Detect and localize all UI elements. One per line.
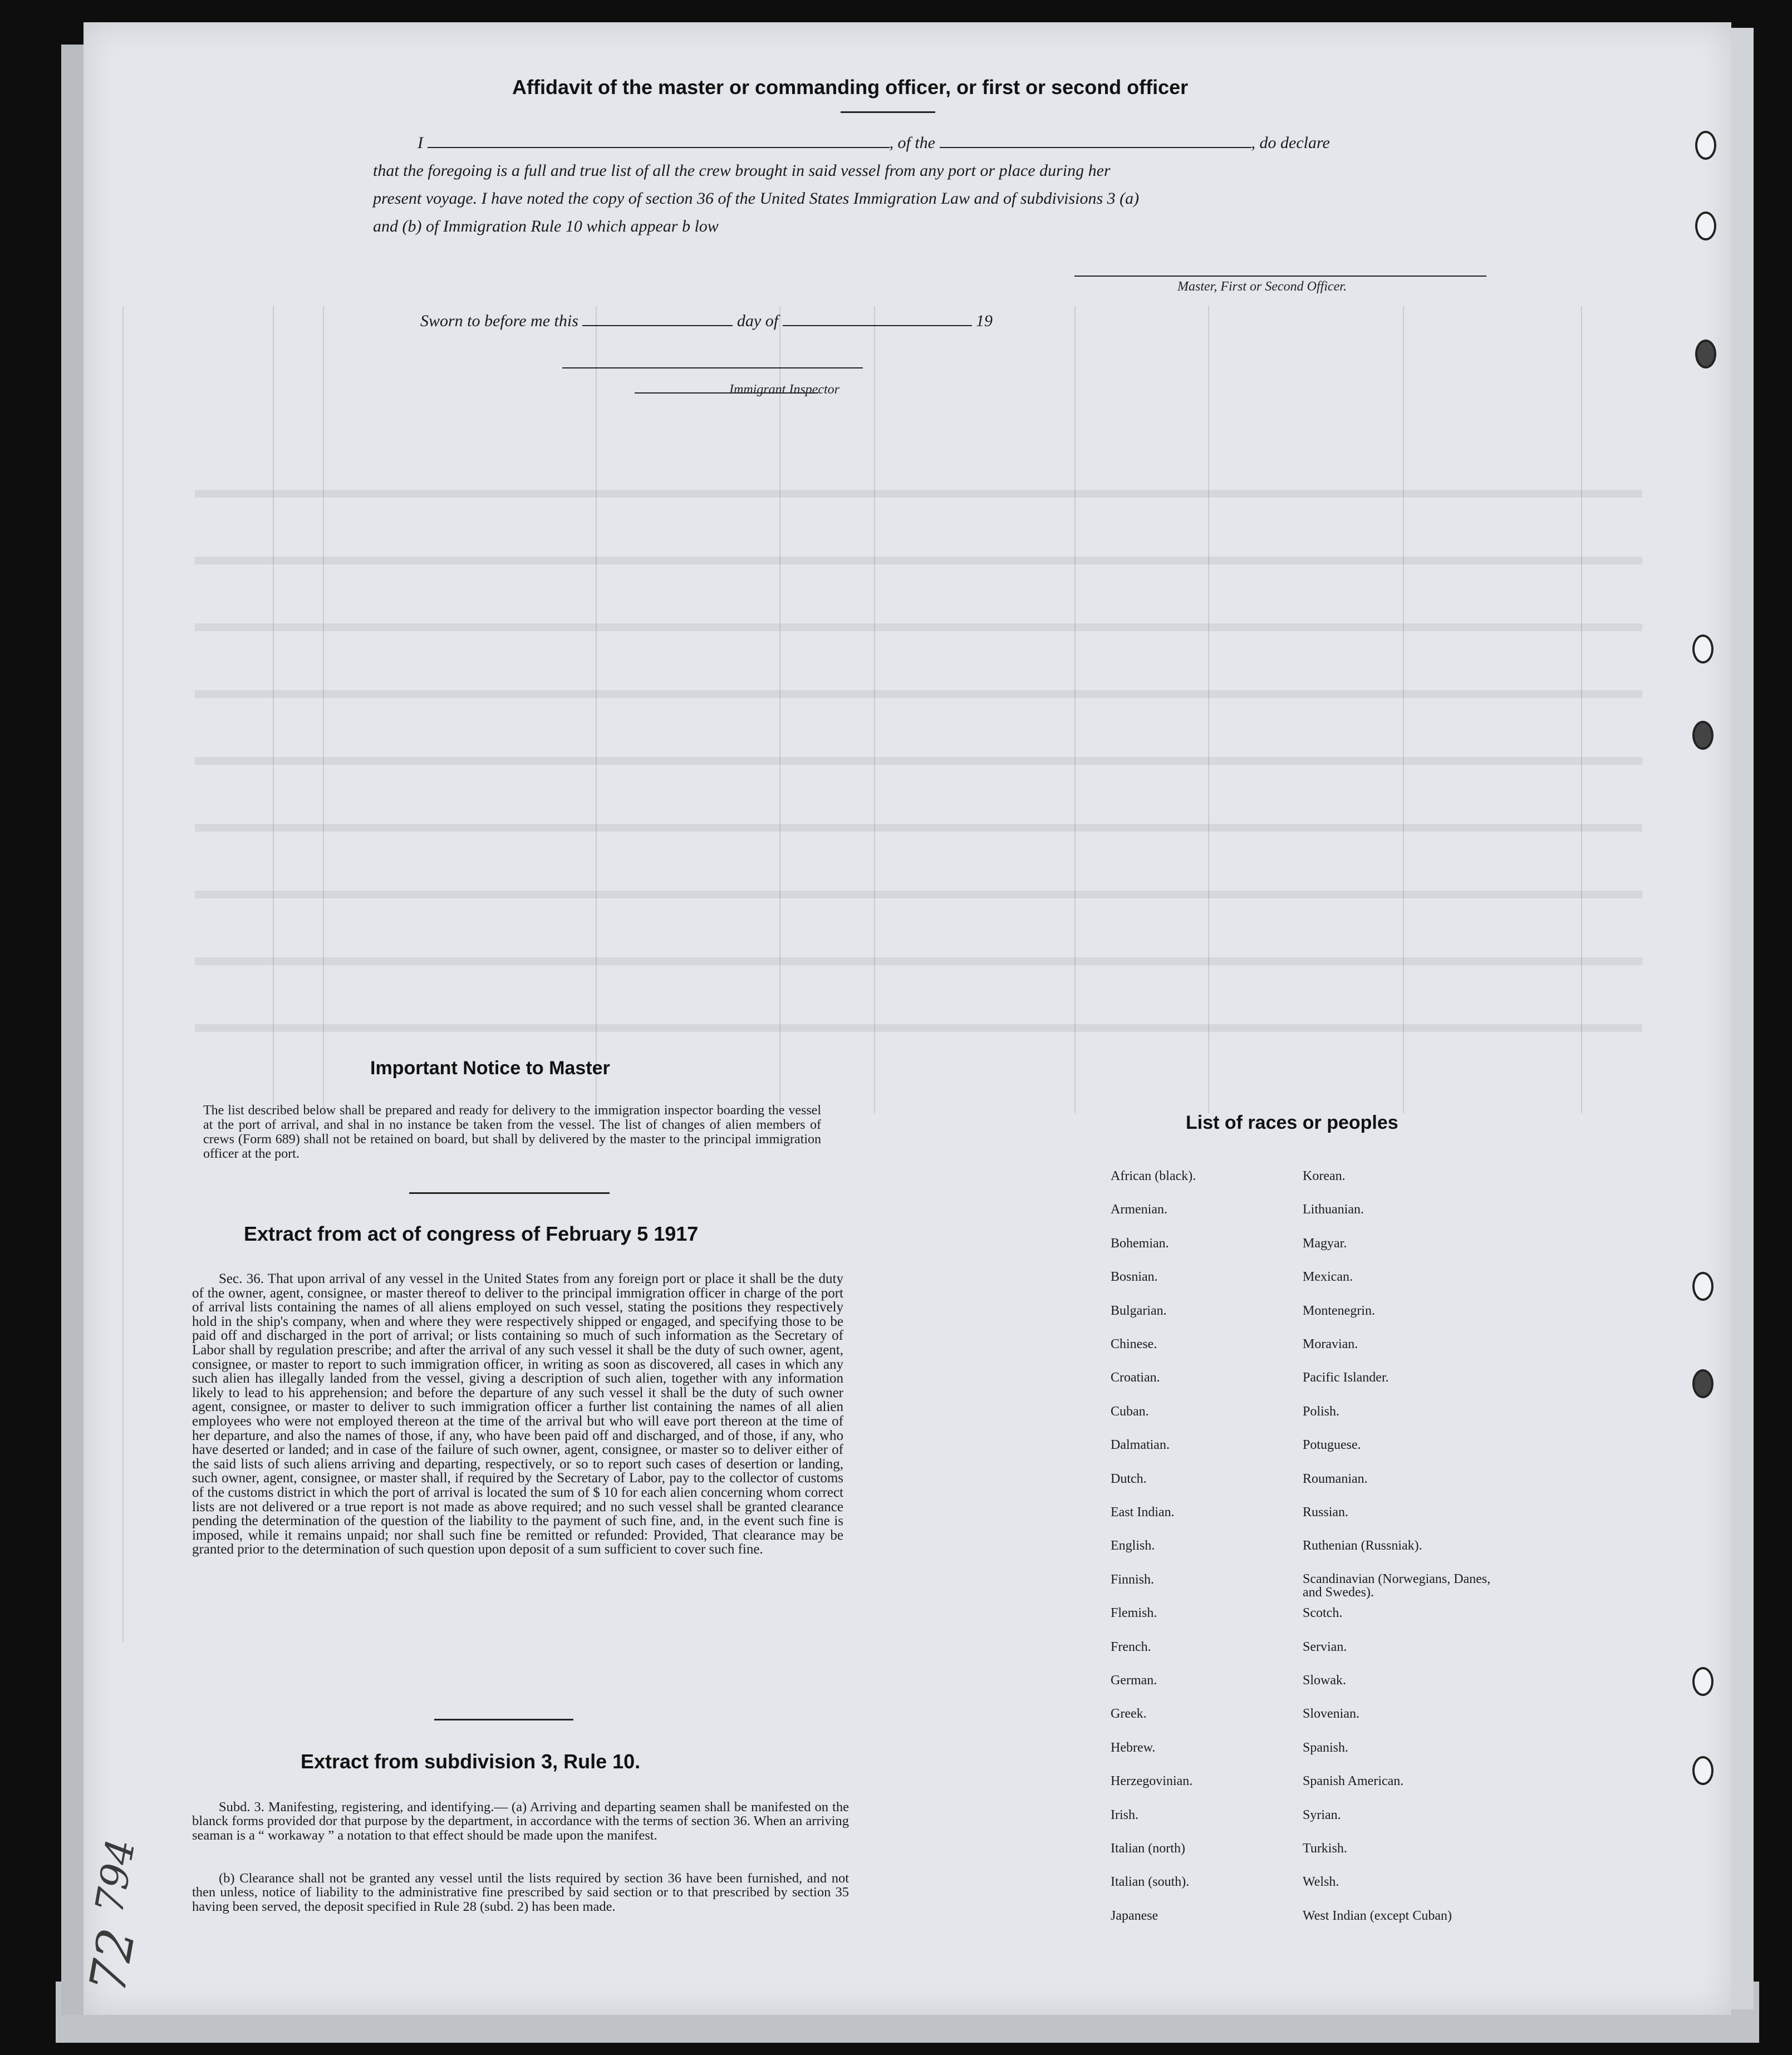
bleed-column [1403, 306, 1404, 1113]
race-item: Servian. [1303, 1639, 1347, 1654]
punch-hole [1692, 1272, 1714, 1301]
race-item: Dutch. [1111, 1471, 1147, 1486]
punch-hole [1692, 1756, 1714, 1785]
races-title: List of races or peoples [1186, 1112, 1398, 1133]
affidavit-line-3: present voyage. I have noted the copy of section 36 of the United States Immigration Law and of subdivisions 3 (a) [373, 189, 1140, 208]
extract-act-body: Sec. 36. That upon arrival of any vessel in the United States from any foreign port or place it shall be the duty of the owner, agent, consignee, or master thereof to deliver to the principal immigration officer in charge of the port of arrival lists containing the names of all aliens employed on such vessel, stating the positions they respectively hold in the ship's company, when and where they were respectively shipped or engaged, and specifying those to be paid off and discharged in the port of arrival; or lists containing so much of such information as the Secretary of Labor shall by regulation prescribe; and after the arrival of any such vessel it shall be the duty of such owner, agent, consignee, or master to report to such immigration officer, in writing as soon as discovered, all cases in which any such alien has illegally landed from the vessel, giving a description of such alien, together with any information likely to lead to his apprehension; and before the departure of any such vessel it shall be the duty of such owner agent, consignee, or master to deliver to such immigration officer a further list containing the names of all alien employees who were not employed thereon at the time of the arrival but who will eave port thereon at the time of her departure, and also the names of those, if any, who have been paid off and discharged, and of those, if any, who have deserted or landed; and in case of the failure of such owner, agent, consignee, or master so to deliver either of the said lists of such aliens arriving and departing, respectively, or so to report such cases of desertion or landing, such owner, agent, consignee, or master shall, if required by the Secretary of Labor, pay to the collector of customs of the customs district in which the port of arrival is located the sum of $ 10 for each alien concerning whom correct lists are not delivered or a true report is not made as above required; and no such vessel shall be granted clearance pending the determination of the question of the liability to the payment of such fine, and, in the event such fine is imposed, while it remains unpaid; nor shall such fine be remitted or refunded: Provided, That clearance may be granted prior to the determination of such question upon deposit of a sum sufficient to cover such fine. [192, 1271, 843, 1557]
sworn-day-of: day of [737, 312, 779, 330]
race-item: Bulgarian. [1111, 1303, 1167, 1318]
race-item: Dalmatian. [1111, 1438, 1170, 1453]
race-item: Turkish. [1303, 1841, 1347, 1856]
race-item: Welsh. [1303, 1875, 1339, 1890]
race-item: Slowak. [1303, 1673, 1346, 1688]
race-item: Mexican. [1303, 1270, 1353, 1285]
race-item: French. [1111, 1639, 1151, 1654]
race-item: Korean. [1303, 1169, 1346, 1183]
race-item: Spanish American. [1303, 1774, 1404, 1789]
signature-line [1074, 276, 1486, 277]
bleed-column [1208, 306, 1209, 1113]
race-item: Ruthenian (Russniak). [1303, 1538, 1422, 1553]
race-item: Moravian. [1303, 1337, 1358, 1351]
race-item: Bohemian. [1111, 1236, 1169, 1251]
race-item: Croatian. [1111, 1370, 1160, 1385]
extract-act-title: Extract from act of congress of February 5 1917 [244, 1222, 699, 1245]
race-item: Hebrew. [1111, 1740, 1156, 1755]
race-item: German. [1111, 1673, 1157, 1688]
act-rule [434, 1719, 573, 1720]
race-item: Pacific Islander. [1303, 1370, 1389, 1385]
race-item: Roumanian. [1303, 1471, 1368, 1486]
race-item: Spanish. [1303, 1740, 1349, 1755]
race-item: Bosnian. [1111, 1270, 1158, 1285]
master-signature-label: Master, First or Second Officer. [1177, 279, 1347, 294]
punch-hole [1695, 131, 1716, 160]
pencil-number: 72 [78, 1924, 147, 1998]
affidavit-title-rule [841, 111, 935, 113]
extract-rule-title: Extract from subdivision 3, Rule 10. [301, 1750, 641, 1773]
punch-hole [1692, 1667, 1714, 1696]
bleed-row [195, 690, 1642, 698]
inspector-line-top [562, 367, 863, 368]
race-item: Japanese [1111, 1908, 1158, 1923]
affidavit-line-2: that the foregoing is a full and true list of all the crew brought in said vessel from any port or place during her [373, 161, 1111, 180]
affidavit-line-1: I , of the , do declare [418, 134, 1330, 152]
notice-rule [409, 1192, 610, 1194]
bleed-row [195, 623, 1642, 631]
race-item: Syrian. [1303, 1807, 1341, 1822]
race-item: Potuguese. [1303, 1438, 1361, 1453]
bleed-column [874, 306, 875, 1113]
notice-body: The list described below shall be prepared and ready for delivery to the immigration inspector boarding the vessel at the port of arrival, and shal in no instance be taken from the vessel. The list of changes of alien members of crews (Form 689) shall not be retained on board, but shall by delivered by the master to the principal immigration officer at the port. [203, 1103, 821, 1161]
punch-hole [1695, 340, 1716, 368]
race-item: Scotch. [1303, 1606, 1343, 1621]
bleed-column [1581, 306, 1582, 1113]
race-item: Greek. [1111, 1707, 1147, 1722]
race-item: Chinese. [1111, 1337, 1157, 1351]
race-item: Italian (north) [1111, 1841, 1185, 1856]
notice-title: Important Notice to Master [370, 1058, 610, 1079]
bleed-row [195, 757, 1642, 765]
bleed-column [122, 306, 124, 1642]
race-item: Italian (south). [1111, 1875, 1190, 1890]
name-blank [428, 147, 890, 148]
extract-rule-para-b: (b) Clearance shall not be granted any vessel until the lists required by section 36 have been furnished, and not then unless, notice of liability to the administrative fine prescribed by said section or to that prescribed by section 35 having been served, the deposit specified in Rule 28 (subd. 2) has been made. [192, 1871, 849, 1914]
race-item: Herzegovinian. [1111, 1774, 1193, 1789]
bleed-column [779, 306, 780, 1113]
race-item: Finnish. [1111, 1572, 1155, 1587]
sworn-year: 19 [976, 312, 993, 330]
sworn-prefix: Sworn to before me this [420, 312, 578, 330]
affidavit-do-declare: do declare [1259, 134, 1330, 152]
punch-hole [1692, 1369, 1714, 1398]
bleed-column [323, 306, 324, 1113]
inspector-label: Immigrant Inspector [729, 382, 839, 397]
bleed-column [273, 306, 274, 1113]
bleed-column [1074, 306, 1076, 1113]
race-item: Irish. [1111, 1807, 1138, 1822]
race-item: East Indian. [1111, 1505, 1175, 1520]
affidavit-line-4: and (b) of Immigration Rule 10 which appear b low [373, 217, 719, 235]
race-item: Montenegrin. [1303, 1303, 1375, 1318]
race-item: Lithuanian. [1303, 1202, 1364, 1217]
bleed-row [195, 957, 1642, 965]
sworn-line [420, 312, 993, 331]
affidavit-of-the: of the [897, 134, 935, 152]
sworn-date-blank [582, 325, 733, 326]
race-item: West Indian (except Cuban) [1303, 1908, 1452, 1923]
race-item: Cuban. [1111, 1404, 1149, 1419]
punch-hole [1695, 212, 1716, 240]
affidavit-I: I [418, 134, 423, 152]
bleed-row [195, 891, 1642, 898]
race-item: Armenian. [1111, 1202, 1167, 1217]
race-item: English. [1111, 1538, 1155, 1553]
document-page [78, 22, 1731, 2015]
race-item: African (black). [1111, 1169, 1196, 1183]
race-item: Magyar. [1303, 1236, 1347, 1251]
race-item: Flemish. [1111, 1606, 1157, 1621]
bleed-row [195, 557, 1642, 564]
bleed-row [195, 490, 1642, 498]
affidavit-title: Affidavit of the master or commanding officer, or first or second officer [512, 76, 1189, 99]
bleed-row [195, 824, 1642, 832]
race-item: Scandinavian (Norwegians, Danes, and Swedes). [1303, 1571, 1491, 1600]
race-item: Polish. [1303, 1404, 1340, 1419]
punch-hole [1692, 635, 1714, 663]
pencil-number: 794 [86, 1836, 144, 1917]
punch-hole [1692, 721, 1714, 750]
sworn-month-blank [783, 325, 972, 326]
race-item: Slovenian. [1303, 1707, 1359, 1722]
extract-rule-para-a: Subd. 3. Manifesting, registering, and identifying.— (a) Arriving and departing seamen shall be manifested on the blanck forms provided dor that purpose by the department, in accordance with the terms of section 36. When an arriving seaman is a “ workaway ” a notation to that effect should be made upon the manifest. [192, 1800, 849, 1843]
bleed-row [195, 1024, 1642, 1032]
bleed-column [596, 306, 597, 1113]
vessel-blank [940, 147, 1251, 148]
race-item: Russian. [1303, 1505, 1349, 1520]
